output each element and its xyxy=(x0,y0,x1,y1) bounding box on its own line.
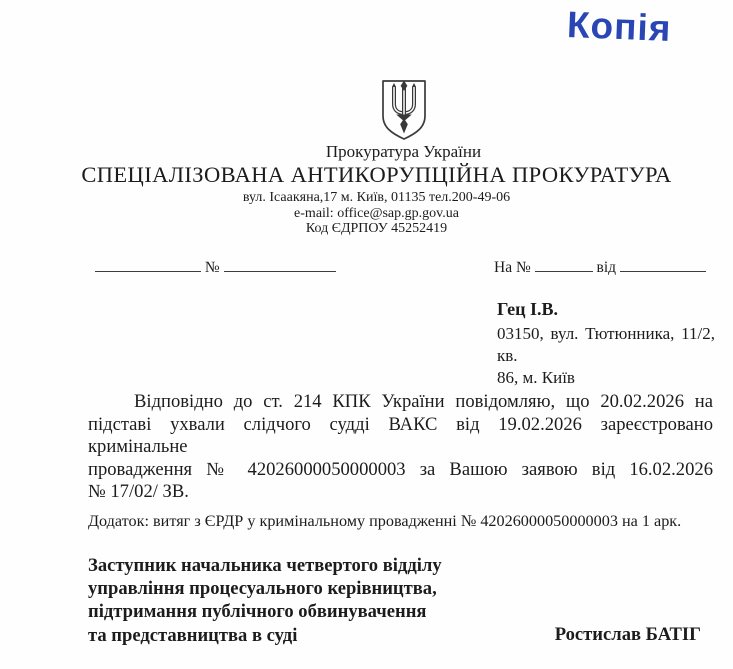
org-name: СПЕЦІАЛІЗОВАНА АНТИКОРУПЦІЙНА ПРОКУРАТУРА xyxy=(81,162,672,187)
attachment-note: Додаток: витяг з ЄРДР у кримінальному провадженні № 42026000050000003 на 1 арк. xyxy=(88,512,682,530)
body-line: Відповідно до ст. 214 КПК України повідомляю, що 20.02.2026 на xyxy=(134,391,713,412)
body-line: провадження № 42026000050000003 за Вашою заявою від 16.02.2026 xyxy=(88,458,713,480)
org-edrpou-code: Код ЄДРПОУ 45252419 xyxy=(305,221,448,236)
signer-title-line: Заступник начальника четвертого відділу xyxy=(88,555,442,576)
body-line: підставі ухвали слідчого судді ВАКС від 19.02.2026 зареєстровано кримінальне xyxy=(88,413,713,458)
incoming-date-label: від xyxy=(596,259,617,276)
body-paragraph xyxy=(88,391,713,504)
outgoing-date-blank xyxy=(95,256,201,272)
outgoing-number-blank xyxy=(224,256,336,272)
incoming-date-blank xyxy=(620,256,706,272)
incoming-no-label: На № xyxy=(494,259,531,276)
body-line: № 17/02/ ЗВ. xyxy=(88,481,189,503)
letterhead xyxy=(20,78,733,237)
addressee-address xyxy=(497,323,715,389)
signer-name: Ростислав БАТІГ xyxy=(554,623,701,645)
addressee-block xyxy=(497,299,715,389)
signer-title-line: підтримання публічного обвинувачення xyxy=(88,601,427,623)
incoming-number-blank xyxy=(535,256,593,272)
org-email: e-mail: office@sap.gp.gov.ua xyxy=(294,205,459,221)
addressee-address-line: 03150, вул. Тютюнника, 11/2, кв. xyxy=(497,324,715,365)
ukraine-trident-emblem-icon xyxy=(379,78,429,141)
outgoing-ref-fields xyxy=(95,256,336,277)
incoming-ref-fields xyxy=(494,256,706,277)
org-address: вул. Ісаакяна,17 м. Київ, 01135 тел.200-49-06 xyxy=(242,190,511,205)
addressee-address-line: 86, м. Київ xyxy=(497,368,575,387)
outgoing-no-label: № xyxy=(204,259,220,276)
signer-title xyxy=(88,554,442,647)
signer-title-line: та представництва в суді xyxy=(88,624,298,646)
copy-stamp: Копія xyxy=(566,4,673,49)
addressee-name: Гец І.В. xyxy=(497,299,558,319)
signature-block xyxy=(88,554,701,647)
org-parent-name: Прокуратура України xyxy=(325,142,482,161)
signer-title-line: управління процесуального керівництва, xyxy=(88,578,437,600)
